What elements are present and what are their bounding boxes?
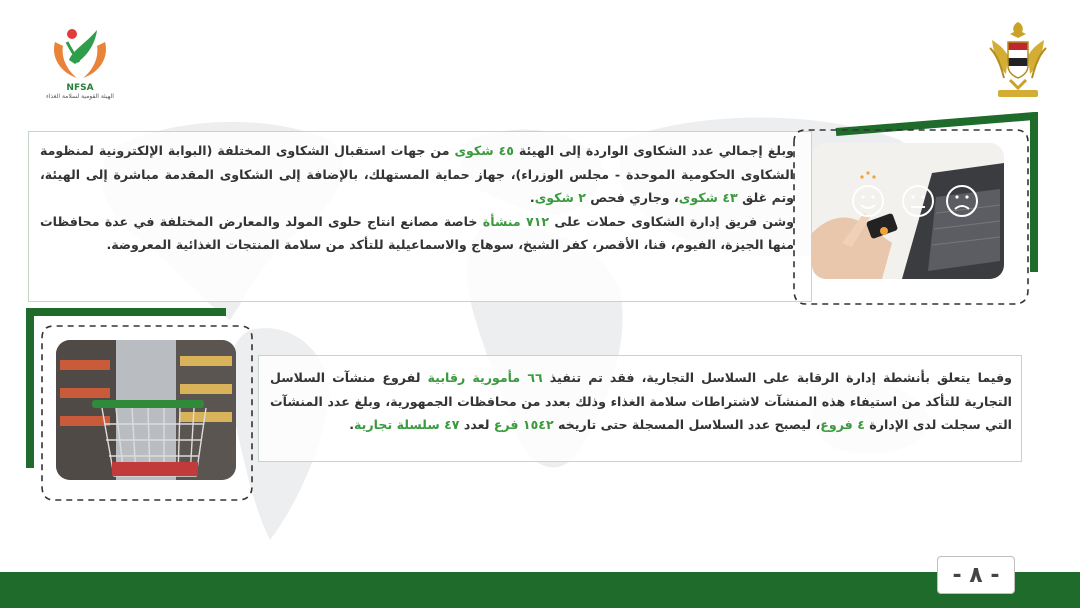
text-segment: من جهات استقبال الشكاوى المختلفة (البوابة الإلكترونية لمنظومة الشكاوى الحكومية الموحدة - مجلس الوزراء)، جهاز حماية المستهلك، بالإضافة إلى الشكاوى المقدمة مباشرة إلى الهيئة، وتم غلق — [40, 143, 794, 205]
text-segment: وبلغ إجمالي عدد الشكاوى الواردة إلى الهيئة — [513, 143, 794, 158]
text-segment: . — [529, 190, 535, 205]
text-segment: لعدد — [459, 417, 494, 432]
nfsa-logo-icon — [45, 20, 115, 82]
nfsa-abbr: NFSA — [66, 83, 94, 93]
emoji-rating-photo — [812, 143, 1004, 279]
highlight-total-branches: ١٥٤٢ فرع — [493, 417, 554, 432]
complaints-paragraph — [40, 139, 794, 257]
text-segment: . — [349, 417, 355, 432]
footer-bar — [0, 572, 1080, 608]
nfsa-logo — [28, 20, 132, 112]
text-segment: وفيما يتعلق بأنشطة إدارة الرقابة على السلاسل التجارية، فقد تم تنفيذ — [542, 370, 1012, 385]
highlight-complaints-pending: ٢ شكوى — [534, 190, 586, 205]
highlight-chains-count: ٤٧ سلسلة تجارية — [354, 417, 460, 432]
highlight-new-branches: ٤ فروع — [820, 417, 865, 432]
text-segment: خاصة مصانع انتاج حلوى المولد والمعارض المختلفة في عدة محافظات منها الجيزة، الفيوم، قنا، الأقصر، كفر الشيخ، سوهاج والاسماعيلية للتأكد من سلامة المنتجات الغذائية المعروضة. — [40, 213, 794, 252]
text-segment: وشن فريق إدارة الشكاوى حملات على — [549, 213, 794, 229]
text-segment: لفروع منشآت السلاسل التجارية للتأكد من استيفاء هذه المنشآت لاشتراطات سلامة الغذاء وذلك بعدد من محافظات الجمهورية، وبلغ عدد المنشآت التي سجلت لدى الإدارة — [270, 370, 1012, 432]
egypt-eagle-icon — [986, 18, 1050, 102]
highlight-facilities-count: ٧١٢ منشأة — [482, 213, 550, 229]
highlight-inspection-missions: ٦٦ مأمورية رقابية — [427, 370, 543, 385]
text-segment: ، ليصبح عدد السلاسل المسجلة حتى تاريخه — [553, 417, 821, 432]
highlight-complaints-closed: ٤٣ شكوى — [678, 190, 738, 205]
chains-paragraph — [270, 366, 1012, 437]
highlight-complaints-received: ٤٥ شكوى — [454, 143, 514, 158]
shopping-cart-photo — [56, 340, 236, 480]
text-segment: ، وجاري فحص — [585, 190, 679, 205]
page-number: - ٨ - — [937, 556, 1015, 594]
nfsa-fullname: الهيئة القومية لسلامة الغذاء — [46, 93, 114, 100]
